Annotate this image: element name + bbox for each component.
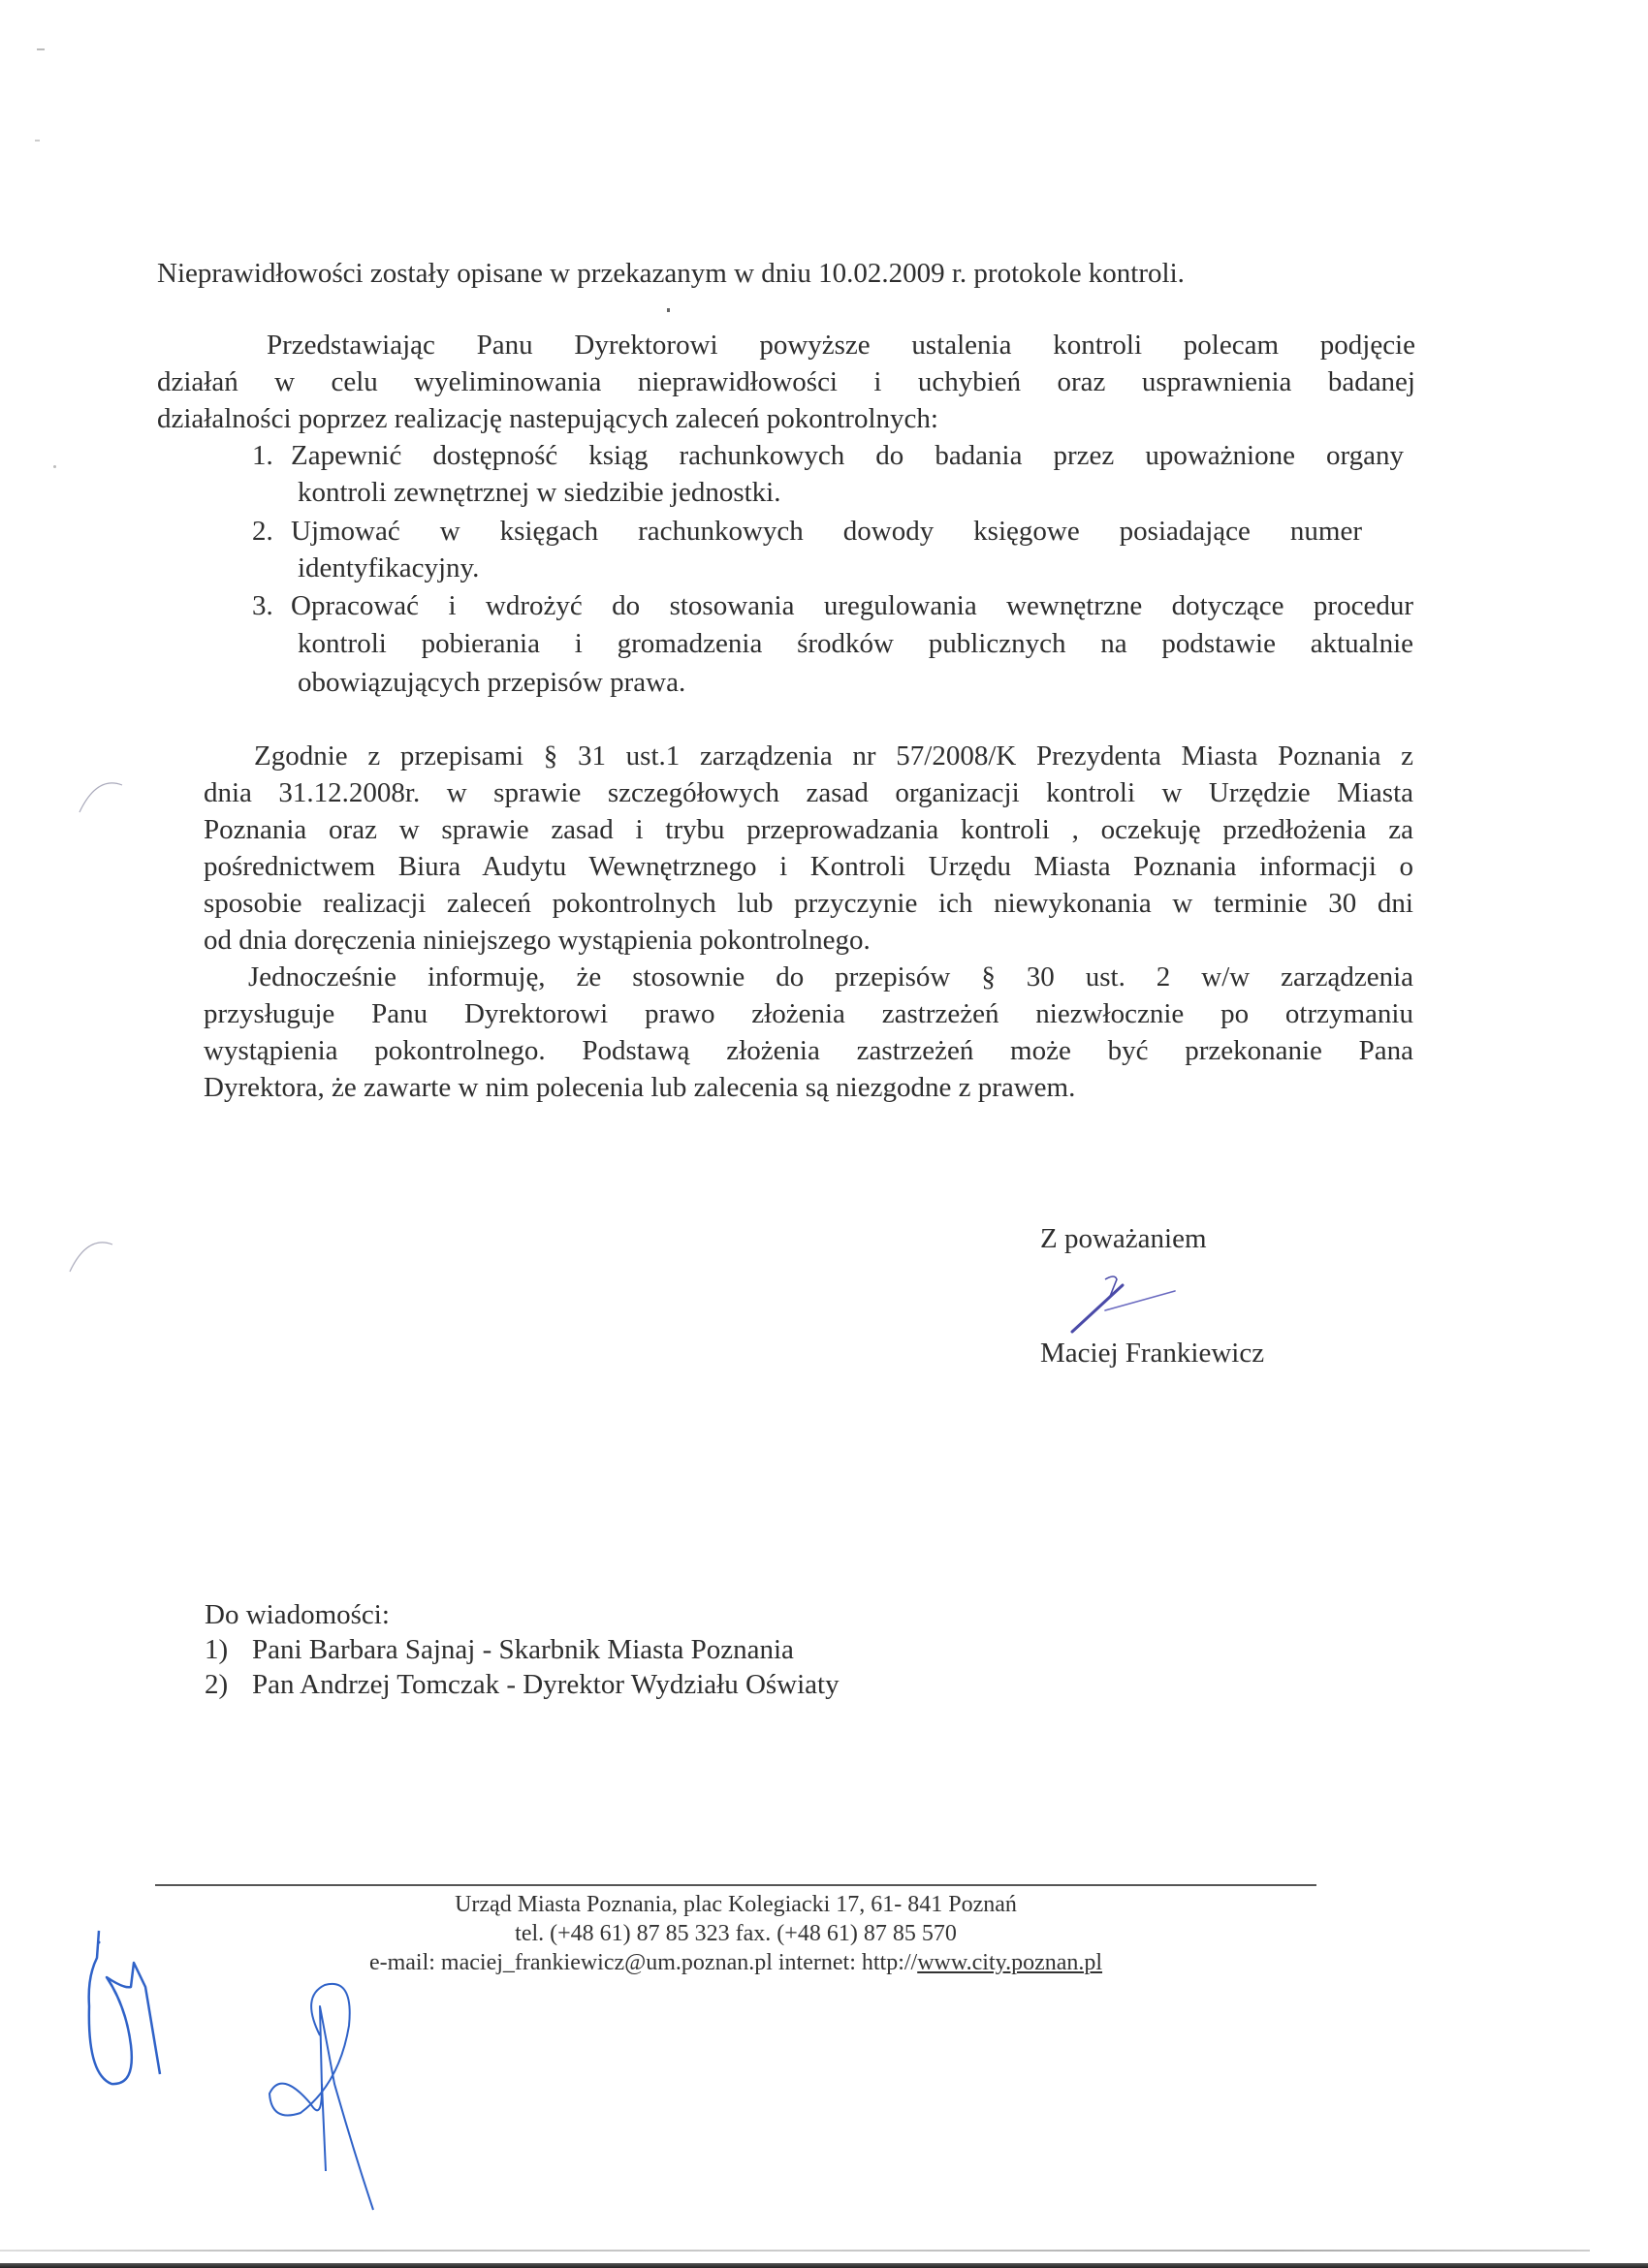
scan-bottom-edge [0,2263,1648,2268]
closing-salutation: Z poważaniem [1040,1223,1207,1254]
distribution-heading: Do wiadomości: [205,1599,390,1630]
paragraph3-line: Dyrektora, że zawarte w nim polecenia lub zalecenia są niezgodne z prawem. [204,1072,1076,1103]
footer-phone: tel. (+48 61) 87 85 323 fax. (+48 61) 87 85 570 [515,1921,957,1946]
paragraph3-line: przysługuje Panu Dyrektorowi prawo złożenia zastrzeżeń niezwłocznie po otrzymaniu [204,998,1413,1029]
paragraph2-line: od dnia doręczenia niniejszego wystąpienia pokontrolnego. [204,925,871,956]
paragraph2-line: pośrednictwem Biura Audytu Wewnętrznego i Kontroli Urzędu Miasta Poznania informacji o [204,851,1413,882]
scan-speck [53,465,56,468]
distribution-item: Pan Andrzej Tomczak - Dyrektor Wydziału Oświaty [252,1669,840,1700]
paragraph1-line: działalności poprzez realizację nastepujących zaleceń pokontrolnych: [157,403,938,434]
handwritten-initials-right [262,1977,368,2220]
recommendation-line: Ujmować w księgach rachunkowych dowody księgowe posiadające numer [291,516,1362,547]
scan-edge-line [0,2250,1590,2252]
footer-contact [155,1948,1316,1977]
paragraph3-line: wystąpienia pokontrolnego. Podstawą złożenia zastrzeżeń może być przekonanie Pana [204,1035,1413,1066]
handwritten-signature [1066,1270,1183,1338]
handwritten-initials-left [78,1929,155,2103]
recommendation-line: kontroli pobierania i gromadzenia środków publicznych na podstawie aktualnie [298,628,1413,659]
paragraph2-line: Poznania oraz w sprawie zasad i trybu przeprowadzania kontroli , oczekuję przedłożenia za [204,814,1413,845]
paragraph2-line: Zgodnie z przepisami § 31 ust.1 zarządzenia nr 57/2008/K Prezydenta Miasta Poznania z [254,740,1413,772]
recommendation-line: kontroli zewnętrznej w siedzibie jednostki. [298,477,781,508]
distribution-number: 1) [205,1634,229,1665]
recommendation-line: obowiązujących przepisów prawa. [298,667,686,698]
paragraph1-line: Przedstawiając Panu Dyrektorowi powyższe ustalenia kontroli polecam podjęcie [267,330,1415,361]
distribution-number: 2) [205,1669,229,1700]
paragraph2-line: dnia 31.12.2008r. w sprawie szczegółowych zasad organizacji kontroli w Urzędzie Miasta [204,777,1413,808]
footer-email: e-mail: maciej_frankiewicz@um.poznan.pl internet: http:// [368,1950,918,1975]
scan-speck [667,308,670,312]
recommendation-line: identyfikacyjny. [298,552,480,583]
recommendation-number: 1. [252,440,273,471]
recommendation-line: Zapewnić dostępność ksiąg rachunkowych do badania przez upoważnione organy [291,440,1404,471]
paragraph3-line: Jednocześnie informuję, że stosownie do przepisów § 30 ust. 2 w/w zarządzenia [248,961,1413,992]
scan-speck [35,140,40,142]
intro-line: Nieprawidłowości zostały opisane w przekazanym w dniu 10.02.2009 r. protokole kontroli. [157,258,1185,289]
footer-address: Urząd Miasta Poznania, plac Kolegiacki 17, 61- 841 Poznań [455,1892,1017,1917]
scan-speck [37,48,45,50]
punch-hole-arc-bottom [68,1235,126,1274]
recommendation-number: 2. [252,516,273,547]
recommendation-number: 3. [252,590,273,621]
punch-hole-arc-top [78,775,136,814]
paragraph1-line: działań w celu wyeliminowania nieprawidłowości i uchybień oraz usprawnienia badanej [157,366,1415,397]
recommendation-line: Opracować i wdrożyć do stosowania uregulowania wewnętrzne dotyczące procedur [291,590,1413,621]
distribution-item: Pani Barbara Sajnaj - Skarbnik Miasta Poznania [252,1634,794,1665]
paragraph2-line: sposobie realizacji zaleceń pokontrolnych lub przyczynie ich niewykonania w terminie 30 dni [204,888,1413,919]
footer-divider [155,1884,1316,1886]
footer-website-link[interactable]: www.city.poznan.pl [917,1950,1103,1975]
signatory-name: Maciej Frankiewicz [1040,1338,1265,1369]
